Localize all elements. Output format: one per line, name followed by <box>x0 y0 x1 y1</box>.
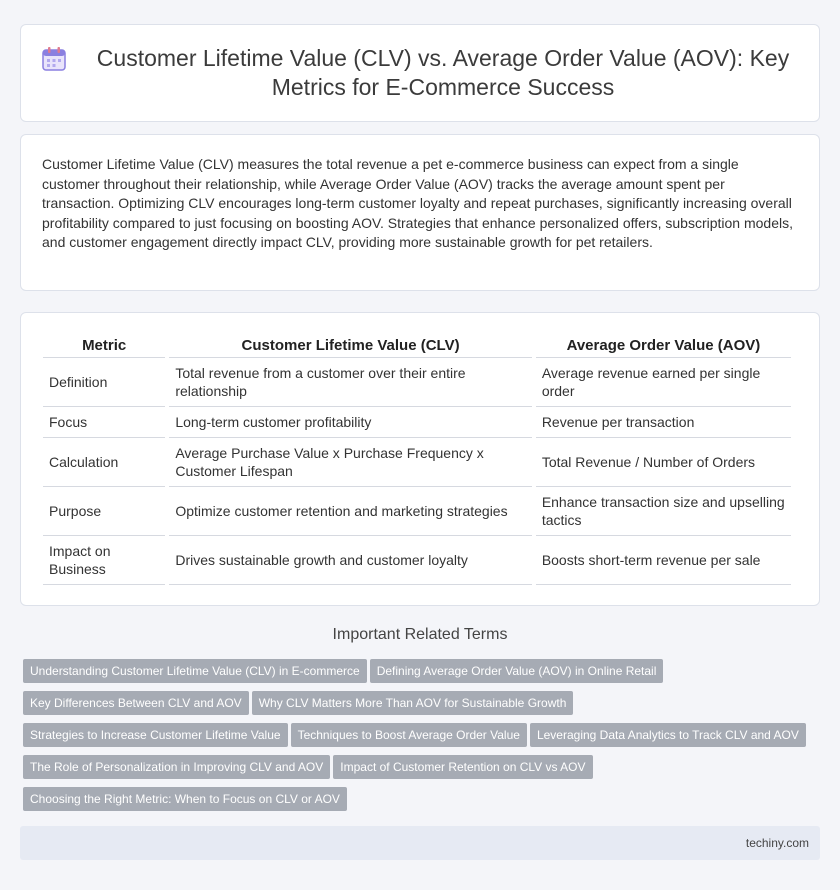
comparison-table <box>39 334 795 585</box>
table-row <box>43 536 791 585</box>
aov-cell: Average revenue earned per single order <box>536 358 791 407</box>
footer <box>20 826 820 860</box>
column-header-aov: Average Order Value (AOV) <box>536 334 791 358</box>
related-term-tag[interactable]: Key Differences Between CLV and AOV <box>23 691 249 715</box>
table-row <box>43 407 791 438</box>
related-term-tag[interactable]: Why CLV Matters More Than AOV for Sustainable Growth <box>252 691 574 715</box>
table-row <box>43 358 791 407</box>
intro-paragraph: Customer Lifetime Value (CLV) measures the total revenue a pet e-commerce business can expect from a single customer throughout their relationship, while Average Order Value (AOV) tracks the average amount spent per transaction. Optimizing CLV encourages long-term customer loyalty and repeat purchases, significantly increasing overall profitability compared to just focusing on boosting AOV. Strategies that enhance personalized offers, subscription models, and customer engagement directly impact CLV, providing more sustainable growth for pet retailers. <box>42 156 793 251</box>
table-header-row <box>43 334 791 358</box>
related-term-tag[interactable]: The Role of Personalization in Improving CLV and AOV <box>23 755 330 779</box>
related-term-tag[interactable]: Impact of Customer Retention on CLV vs AOV <box>333 755 592 779</box>
clv-cell: Long-term customer profitability <box>169 407 531 438</box>
clv-cell: Optimize customer retention and marketing strategies <box>169 487 531 536</box>
related-term-tag[interactable]: Choosing the Right Metric: When to Focus on CLV or AOV <box>23 787 347 811</box>
comparison-table-card <box>20 312 820 606</box>
related-term-tag[interactable]: Defining Average Order Value (AOV) in Online Retail <box>370 659 664 683</box>
aov-cell: Enhance transaction size and upselling tactics <box>536 487 791 536</box>
aov-cell: Total Revenue / Number of Orders <box>536 438 791 487</box>
aov-cell: Boosts short-term revenue per sale <box>536 536 791 585</box>
table-row <box>43 487 791 536</box>
calendar-icon <box>41 46 67 72</box>
metric-cell: Definition <box>43 358 165 407</box>
related-term-tag[interactable]: Techniques to Boost Average Order Value <box>291 723 527 747</box>
related-term-tag[interactable]: Leveraging Data Analytics to Track CLV and AOV <box>530 723 806 747</box>
aov-cell: Revenue per transaction <box>536 407 791 438</box>
footer-site-name[interactable]: techiny.com <box>745 836 809 850</box>
header-card <box>20 24 820 122</box>
metric-cell: Purpose <box>43 487 165 536</box>
related-terms-title: Important Related Terms <box>332 626 508 643</box>
page-title: Customer Lifetime Value (CLV) vs. Average Order Value (AOV): Key Metrics for E-Commerce Success <box>96 45 790 100</box>
clv-cell: Total revenue from a customer over their entire relationship <box>169 358 531 407</box>
metric-cell: Focus <box>43 407 165 438</box>
metric-cell: Impact on Business <box>43 536 165 585</box>
table-row <box>43 438 791 487</box>
intro-card <box>20 134 820 291</box>
related-term-tag[interactable]: Understanding Customer Lifetime Value (CLV) in E-commerce <box>23 659 367 683</box>
related-terms-list <box>23 659 823 819</box>
column-header-clv: Customer Lifetime Value (CLV) <box>169 334 531 358</box>
clv-cell: Average Purchase Value x Purchase Frequency x Customer Lifespan <box>169 438 531 487</box>
column-header-metric: Metric <box>43 334 165 358</box>
related-term-tag[interactable]: Strategies to Increase Customer Lifetime Value <box>23 723 288 747</box>
metric-cell: Calculation <box>43 438 165 487</box>
clv-cell: Drives sustainable growth and customer loyalty <box>169 536 531 585</box>
